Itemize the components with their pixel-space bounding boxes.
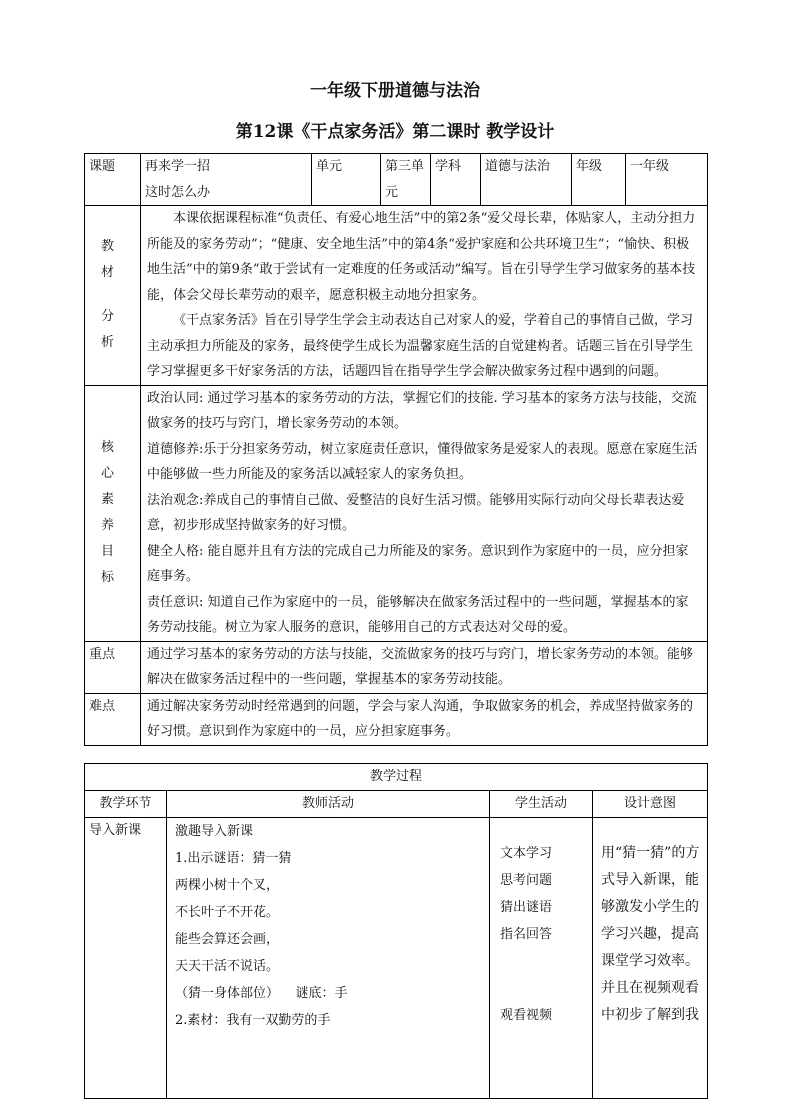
core-row [85,385,708,641]
core-text [141,385,708,641]
teacher-line: 激趣导入新课 [175,824,254,839]
analysis-label-line-1: 教 材 [100,239,124,281]
process-header-row [85,791,708,818]
core-label-line-3: 目 标 [100,544,124,585]
difficulty-text: 通过解决家务劳动时经常遇到的问题，学会与家人沟通，争取做家务的机会，养成坚持做家务的好习惯。意识到作为家庭中的一员，应分担家庭事务。 [141,693,708,745]
analysis-paragraph: 《干点家务活》旨在引导学生学会主动表达自己对家人的爱，学着自己的事情自己做，学习主动承担力所能及的家务，最终使学生成长为温馨家庭生活的自觉建构者。话题三旨在引导学生学习掌握更多干好家务活的方法，话题四旨在指导学生学会解决做家务过程中遇到的问题。 [147,313,694,379]
core-item: 政治认同: 通过学习基本的家务劳动的方法，掌握它们的技能. 学习基本的家务方法与技能，交流做家务的技巧与窍门，增长家务劳动的本领。 [147,390,697,431]
process-title-row [85,764,708,791]
grade-value: 一年级 [626,154,708,206]
difficulty-row [85,693,708,745]
key-point-text: 通过学习基本的家务劳动的方法与技能，交流做家务的技巧与窍门，增长家务劳动的本领。能够解决在做家务活过程中的一些问题，掌握基本的家务劳动技能。 [141,641,708,693]
student-line: 指名回答 [500,927,553,942]
student-line: 观看视频 [500,1008,553,1023]
key-point-label: 重点 [85,641,141,693]
teacher-line: 两棵小树十个叉， [175,878,280,893]
student-line: 猜出谜语 [500,900,553,915]
topic-line-1: 再来学一招 [145,159,211,174]
analysis-label-line-2: 分 析 [100,309,124,351]
analysis-text [141,206,708,386]
teacher-line: 能些会算还会画， [175,932,280,947]
core-item: 法治观念:养成自己的事情自己做、爱整洁的良好生活习惯。能够用实际行动向父母长辈表达爱意，初步形成坚持做家务的好习惯。 [147,492,685,533]
stage-cell: 导入新课 [85,818,167,1099]
core-label-line-2: 素 养 [100,492,124,533]
header-stage: 教学环节 [85,791,167,818]
core-label-line-1: 核 心 [100,440,124,481]
document-title: 一年级下册道德与法治 [310,81,480,101]
teacher-line: 不长叶子不开花。 [175,905,280,920]
teacher-line: 2.素材：我有一双勤劳的手 [175,1013,331,1028]
topic-value [141,154,312,206]
teacher-line: 天天干活不说话。 [175,959,280,974]
student-line: 文本学习 [500,846,553,861]
analysis-paragraph: 本课依据课程标准“负责任、有爱心地生活”中的第2条“爱父母长辈，体贴家人，主动分担力所能及的家务劳动”；“健康、安全地生活”中的第4条“爱护家庭和公共环境卫生”；“愉快、积极地生活”中的第9条“敢于尝试有一定难度的任务或活动”编写。旨在引导学生学习做家务的基本技能，体会父母长辈劳动的艰辛，愿意积极主动地分担家务。 [147,211,696,303]
topic-line-2: 这时怎么办 [145,184,211,200]
core-label [85,385,141,641]
process-row [85,818,708,1099]
lesson-subtitle: 第12课《干点家务活》第二课时 教学设计 [235,122,555,142]
student-activity [490,818,593,1099]
student-line: 思考问题 [500,873,553,888]
unit-label: 单元 [312,154,381,206]
grade-label: 年级 [572,154,626,206]
subject-label: 学科 [431,154,481,206]
analysis-label [85,206,141,386]
analysis-row [85,206,708,386]
teacher-activity [167,818,490,1099]
design-intent: 用“猜一猜”的方式导入新课，能够激发小学生的学习兴趣，提高课堂学习效率。并且在视频观看中初步了解到我 [593,818,708,1099]
core-item: 健全人格: 能自愿并且有方法的完成自己力所能及的家务。意识到作为家庭中的一员，应分担家庭事务。 [147,543,689,584]
teacher-line: （猜一身体部位） 谜底：手 [175,986,348,1001]
subject-value: 道德与法治 [481,154,572,206]
teacher-line: 1.出示谜语：猜一猜 [175,851,292,866]
topic-label: 课题 [85,154,141,206]
core-item: 责任意识: 知道自己作为家庭中的一员，能够解决在做家务活过程中的一些问题，掌握基本的家务劳动技能。树立为家人服务的意识，能够用自己的方式表达对父母的爱。 [147,594,689,635]
header-teacher: 教师活动 [167,791,490,818]
unit-value: 第三单元 [381,154,431,206]
header-student: 学生活动 [490,791,593,818]
teaching-process-table [84,763,708,1099]
key-point-row [85,641,708,693]
lesson-info-table [84,153,708,746]
process-title: 教学过程 [85,764,708,791]
core-item: 道德修养:乐于分担家务劳动，树立家庭责任意识，懂得做家务是爱家人的表现。愿意在家庭生活中能够做一些力所能及的家务活以减轻家人的家务负担。 [147,441,698,482]
topic-row [85,154,708,206]
difficulty-label: 难点 [85,693,141,745]
header-intent: 设计意图 [593,791,708,818]
